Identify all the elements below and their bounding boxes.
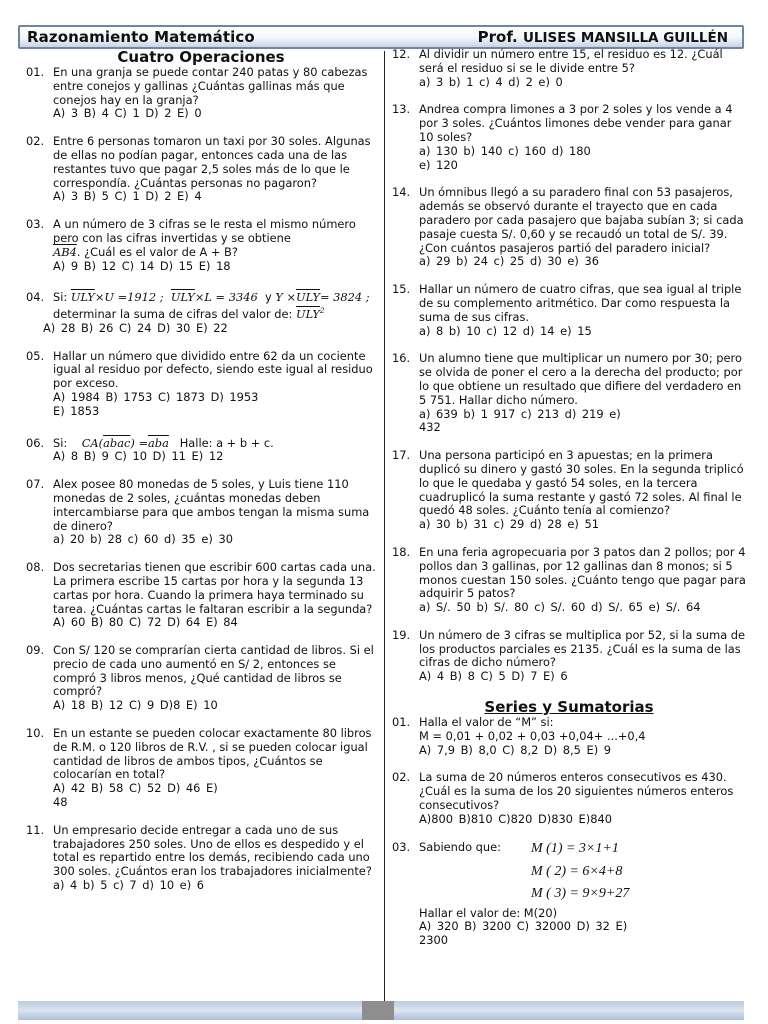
problem-text: La suma de 20 números enteros consecutivos es 430. ¿Cuál es la suma de los 20 siguientes números enteros consecutivos? [419,770,734,813]
problem-16 [392,352,746,435]
header-teacher [478,28,728,46]
problem-text: Hallar un número de cuatro cifras, que sea igual al triple de su complemento aritmético. Dar como respuesta la suma de sus cifras. [419,282,742,324]
problem-number: 16. [392,351,411,366]
problem-text: Si: [53,435,68,450]
problem-options: A) 8 B) 9 C) 10 D) 11 E) 12 [53,449,224,464]
problem-options: A) 4 B) 8 C) 5 D) 7 E) 6 [419,669,568,684]
problem-number: 13. [392,102,411,117]
problem-text-cont: Halle: a + b + c. [179,435,274,450]
problem-14 [392,186,746,269]
problem-options-cont: 48 [53,795,68,810]
series-problem-02 [392,771,746,826]
problem-options: a) 30 b) 31 c) 29 d) 28 e) 51 [419,517,599,532]
problem-number: 08. [26,560,45,575]
header-teacher-name: ULISES MANSILLA GUILLÉN [522,30,728,46]
problem-options: A) 7,9 B) 8,0 C) 8,2 D) 8,5 E) 9 [419,742,612,757]
problem-18 [392,546,746,615]
problem-12 [392,48,746,89]
problem-options: A)800 B)810 C)820 D)830 E)840 [419,811,612,826]
problem-options: a) 130 b) 140 c) 160 d) 180 [419,143,591,158]
formula-m3: M ( 3) = 9×9+27 [531,885,630,901]
problem-03 [26,218,376,273]
problem-number: 06. [26,435,45,450]
problem-11 [26,824,376,893]
problem-text: Un empresario decide entregar a cada uno de sus trabajadores 250 soles. Uno de ellos es despedido y el total es repartido entre los demás, recibiendo cada uno 300 soles. ¿Cuántos eran los trabajadores inicialmente? [53,822,372,879]
problem-04 [26,291,376,335]
overlined-uly: $\overline{ULY}$ [170,290,195,305]
problem-number: 03. [392,839,411,854]
problem-options: A) 28 B) 26 C) 24 D) 30 E) 22 [43,320,228,335]
superscript: 2 [319,307,325,316]
problem-number: 02. [26,134,45,149]
section-title-cuatro-operaciones: Cuatro Operaciones [117,48,285,66]
problem-options: a) 3 b) 1 c) 4 d) 2 e) 0 [419,74,563,89]
section-title-series-sumatorias: Series y Sumatorias [484,698,654,717]
problem-number: 01. [26,65,45,79]
problem-options: A) 3 B) 4 C) 1 D) 2 E) 0 [53,106,202,121]
problem-10 [26,727,376,810]
problem-text-cont: determinar la suma de cifras del valor de: [53,306,293,321]
problem-02 [26,135,376,204]
column-divider [384,51,385,1001]
problem-options: A) 9 B) 12 C) 14 D) 15 E) 18 [53,258,231,273]
problem-number: 07. [26,477,45,492]
overlined-uly: $\overline{ULY}$ [295,306,320,321]
problem-17 [392,449,746,532]
problem-options-cont: 432 [419,420,441,435]
formula-part: CA( [81,435,104,450]
problem-text: En un estante se pueden colocar exactamente 80 libros de R.M. o 120 libros de R.V. , si se pueden colocar igual cantidad de libros de ambos tipos, ¿Cuántos se colocarían en total? [53,726,372,782]
problem-options: A) 320 B) 3200 C) 32000 D) 32 E) [419,919,628,934]
formula-m1: M (1) = 3×1+1 [531,840,619,856]
problem-text: Si: [53,290,68,305]
formula-y-uly [275,290,369,304]
formula-part: = 3824 ; [319,290,370,305]
problem-options: A) 3 B) 5 C) 1 D) 2 E) 4 [53,189,202,204]
problem-options-cont: E) 1853 [53,403,100,418]
problem-text: Una persona participó en 3 apuestas; en la primera duplicó su dinero y gastó 30 soles. En la segunda triplicó lo que le quedaba y gastó 54 soles, en la tercera cuadruplicó la suma restante y gastó 72 soles. Al final le quedó 48 soles. ¿Cuánto tenía al comienzo? [419,448,744,518]
formula-part: ×L = 3346 [194,290,258,305]
problem-number: 09. [26,643,45,658]
problem-text-cont: Hallar el valor de: M(20) [419,905,558,920]
formula-m2: M ( 2) = 6×4+8 [531,863,623,879]
problem-08 [26,561,376,630]
problem-number: 02. [392,770,411,785]
series-problem-01 [392,716,746,757]
problem-text: Con S/ 120 se comprarían cierta cantidad de libros. Si el precio de cada uno aumentó en S/ 2, entonces se compró 3 libros menos, ¿Qué cantidad de libros se compró? [53,643,374,699]
problem-15 [392,283,746,338]
problem-text: Un alumno tiene que multiplicar un numero por 30; pero se olvida de poner el cero a la derecha del producto; por lo que obtiene un resultado que difiere del verdadero en 5 751. Hallar dicho número. [419,351,743,407]
problem-text: Alex posee 80 monedas de 5 soles, y Luis tiene 110 monedas de 2 soles, ¿cuántas monedas deben intercambiarse para que ambos tengan la misma suma de dinero? [53,477,370,533]
overlined-uly: $\overline{ULY}$ [70,290,95,305]
problem-options: a) 639 b) 1 917 c) 213 d) 219 e) [419,406,621,421]
problem-number: 12. [392,47,411,61]
right-column [392,48,746,962]
problem-text-cont: . ¿Cuál es el valor de A + B? [76,244,238,259]
problem-text: Halla el valor de “M” si: [419,715,554,730]
problem-text: Hallar un número que dividido entre 62 da un cociente igual al residuo por defecto, siendo este igual al residuo por exceso. [53,348,373,391]
problem-05 [26,350,376,419]
problem-text-cont: M = 0,01 + 0,02 + 0,03 +0,04+ ...+0,4 [419,728,646,743]
overlined-abac: abac [103,435,131,450]
formula-block [419,841,746,907]
problem-options: a) 8 b) 10 c) 12 d) 14 e) 15 [419,323,592,338]
problem-text: Andrea compra limones a 3 por 2 soles y los vende a 4 por 3 soles. ¿Cuántos limones debe vender para ganar 10 soles? [419,102,733,144]
problem-text: Dos secretarias tienen que escribir 600 cartas cada una. La primera escribe 15 cartas por hora y la segunda 13 cartas por hora. Cuando la primera haya terminado su tarea. ¿Cuántas cartas le faltaran escribir a la segunda? [53,560,376,616]
problem-text: En una granja se puede contar 240 patas y 80 cabezas entre conejos y gallinas ¿Cuántas gallinas más que conejos hay en la granja? [53,65,368,107]
footer-page-marker [362,1001,394,1020]
page-footer-bar [18,1001,744,1020]
problem-number: 11. [26,822,45,837]
problem-text: Entre 6 personas tomaron un taxi por 30 soles. Algunas de ellas no podían pagar, entonces cada una de las restantes tuvo que pagar 2,5 soles más de lo que le correspondía. ¿Cuántas personas no pagaron? [53,134,371,190]
problem-number: 03. [26,217,45,232]
problem-number: 05. [26,348,45,363]
problem-options: A) 60 B) 80 C) 72 D) 64 E) 84 [53,615,238,630]
series-problem-03 [392,841,746,948]
problem-07 [26,478,376,547]
formula-part: ×U =1912 ; [94,290,164,305]
problem-06 [26,437,376,465]
problem-number: 17. [392,448,411,463]
problem-number: 18. [392,544,411,559]
problem-options: a) S/. 50 b) S/. 80 c) S/. 60 d) S/. 65 e) S/. 64 [419,600,701,615]
problem-options: A) 1984 B) 1753 C) 1873 D) 1953 [53,389,259,404]
overlined-ab4: AB4 [53,244,77,259]
problem-options: a) 29 b) 24 c) 25 d) 30 e) 36 [419,254,599,269]
problem-text: Un número de 3 cifras se multiplica por 52, si la suma de los productos parciales es 2135. ¿Cuál es la suma de las cifras de dicho número? [419,627,746,670]
problem-19 [392,629,746,684]
formula-uly-squared [296,307,324,321]
formula-ca [82,436,169,450]
formula-part: ) = [130,435,148,450]
problem-number: 10. [26,726,45,741]
left-column [26,48,376,907]
overlined-aba: $\overline{aba}$ [147,435,169,450]
problem-text: En una feria agropecuaria por 3 patos dan 2 pollos; por 4 pollos dan 3 gallinas, por 12 gallinas dan 8 monos; si 5 monos cuestan 150 soles. ¿Cuánto tengo que pagar para adquirir 5 patos? [419,544,746,601]
header-course-title: Razonamiento Matemático [27,28,255,46]
formula-part: Y × [275,290,297,305]
problem-number: 04. [26,290,45,305]
problem-options: A) 18 B) 12 C) 9 D)8 E) 10 [53,698,218,713]
problem-text: Al dividir un número entre 15, el residuo es 12. ¿Cuál será el residuo si se le divide entre 5? [419,47,723,75]
overlined-uly: $\overline{ULY}$ [296,290,320,305]
problem-text: Un ómnibus llegó a su paradero final con 53 pasajeros, además se observó durante el trayecto que en cada paradero por cada pasajero que bajaba subían 3; si cada pasaje cuesta S/. 0,60 y se recaudó un total de S/. 39. ¿Con cuántos pasajeros partió del paradero inicial? [419,185,744,255]
formula-uly-u [71,290,164,304]
formula-conjunction: y [264,290,272,305]
problem-13 [392,103,746,172]
problem-number: 15. [392,282,411,297]
problem-09 [26,644,376,713]
problem-options-cont: e) 120 [419,157,458,172]
problem-options-cont: 2300 [419,933,448,948]
problem-number: 19. [392,627,411,642]
header-prof-label: Prof. [477,28,518,46]
problem-options: a) 4 b) 5 c) 7 d) 10 e) 6 [53,878,205,893]
problem-01 [26,66,376,121]
page-header [18,25,744,49]
problem-number: 01. [392,715,411,730]
problem-options: a) 20 b) 28 c) 60 d) 35 e) 30 [53,532,233,547]
formula-uly-l [171,290,258,304]
problem-number: 14. [392,185,411,200]
problem-text: Sabiendo que: [419,839,501,854]
problem-text: A un número de 3 cifras se le resta el mismo número pero con las cifras invertidas y se obtiene [53,217,356,245]
problem-options: A) 42 B) 58 C) 52 D) 46 E) [53,781,218,796]
